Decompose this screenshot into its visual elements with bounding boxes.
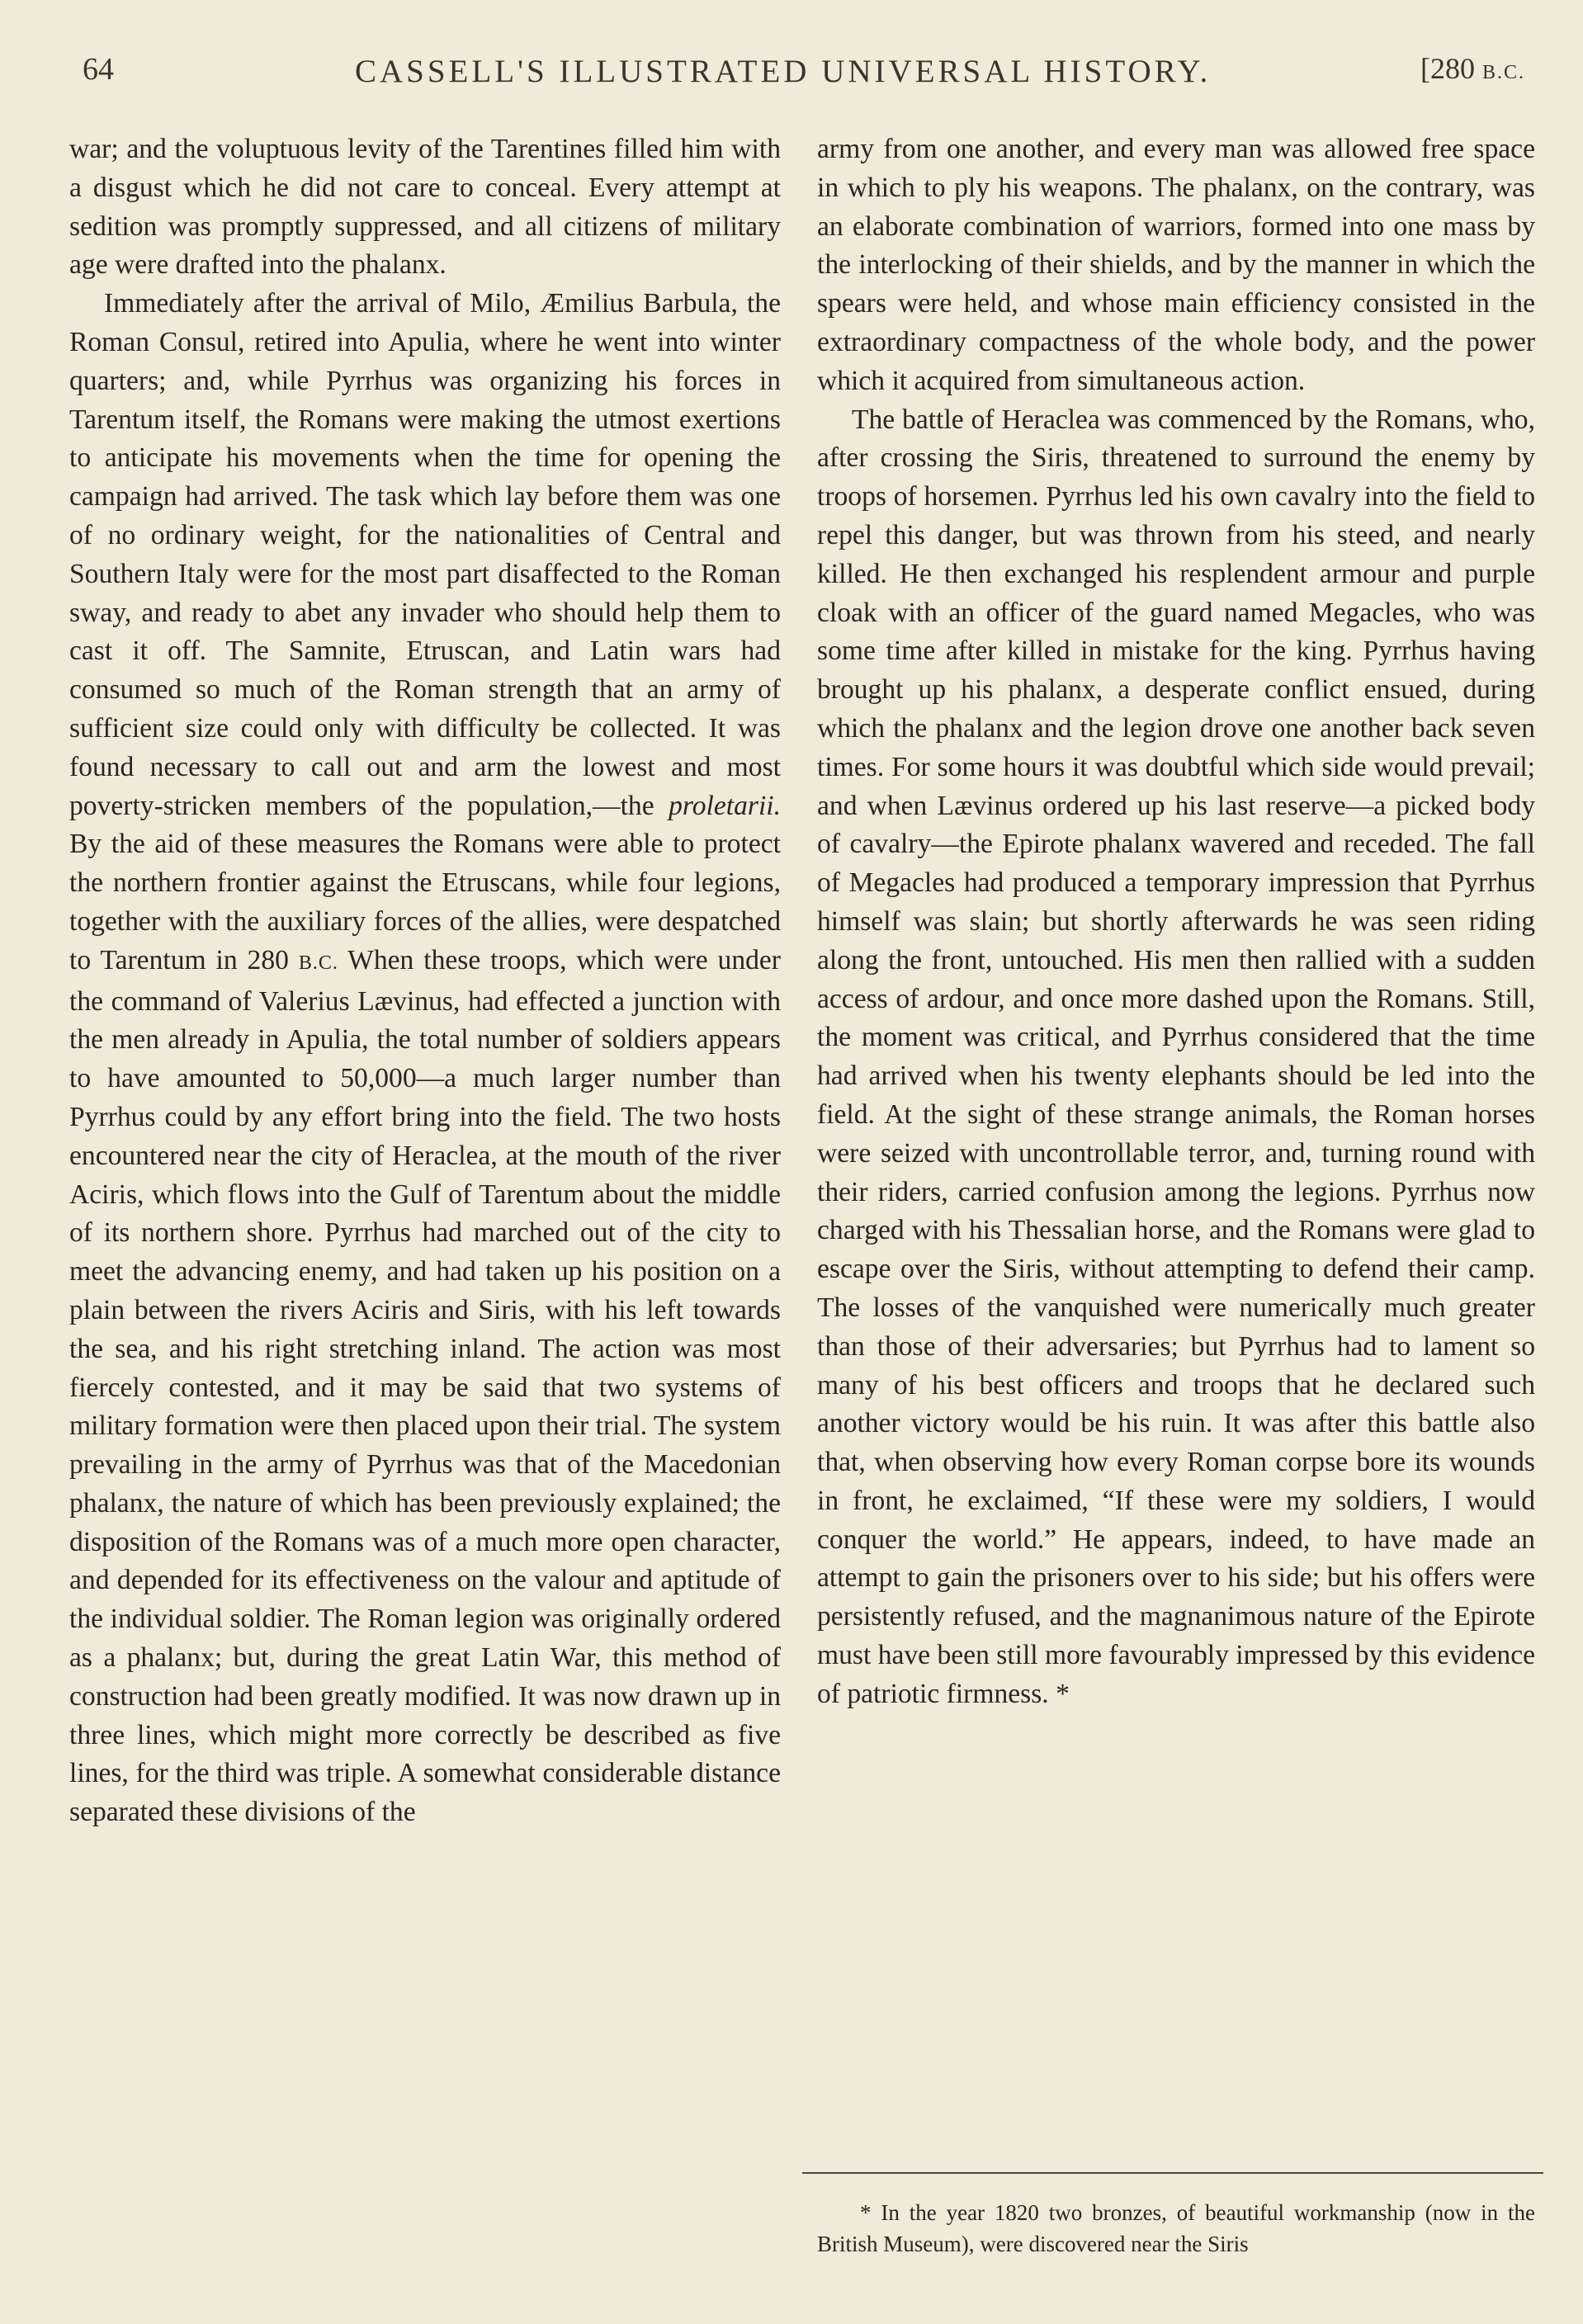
proletarii-term: proletarii.	[669, 790, 781, 821]
left-paragraph-2-text-b: By the aid of these measures the Romans were able to protect the northern frontier against the Etruscans, while four legions, together with the auxiliary forces of the allies, were despatched to Tarentum in 280	[69, 829, 781, 975]
left-column	[69, 130, 781, 1832]
left-paragraph-2-text-c: When these troops, which were under the command of Valerius Lævinus, had effected a junction with the men already in Apulia, the total number of soldiers appears to have amounted to 50,000—a much larger number than Pyrrhus could by any effort bring into the field. The two hosts encountered near the city of Heraclea, at the mouth of the river Aciris, which flows into the Gulf of Tarentum about the middle of its northern shore. Pyrrhus had marched out of the city to meet the advancing enemy, and had taken up his position on a plain between the rivers Aciris and Siris, with his left towards the sea, and his right stretching inland. The action was most fiercely contested, and it may be said that two systems of military formation were then placed upon their trial. The system prevailing in the army of Pyrrhus was that of the Macedonian phalanx, the nature of which has been previously explained; the disposition of the Romans was of a much more open character, and depended for its effectiveness on the valour and aptitude of the individual soldier. The Roman legion was originally ordered as a phalanx; but, during the great Latin War, this method of construction had been greatly modified. It was now drawn up in three lines, which might more correctly be described as five lines, for the third was triple. A somewhat considerable distance separated these divisions of the	[69, 944, 781, 1828]
left-paragraph-2-text-a: Immediately after the arrival of Milo, Æmilius Barbula, the Roman Consul, retired into Apulia, where he went into winter quarters; and, while Pyrrhus was organizing his forces in Tarentum itself, the Romans were making the utmost exertions to anticipate his movements when the time for opening the campaign had arrived. The task which lay before them was one of no ordinary weight, for the nationalities of Central and Southern Italy were for the most part disaffected to the Roman sway, and ready to abet any invader who should help them to cast it off. The Samnite, Etruscan, and Latin wars had consumed so much of the Roman strength that an army of sufficient size could only with difficulty be collected. It was found necessary to call out and arm the lowest and most poverty-stricken members of the population,—the	[69, 288, 781, 821]
date-reference-year: [280	[1420, 52, 1475, 85]
right-paragraph-2: The battle of Heraclea was commenced by the Romans, who, after crossing the Siris, threatened to surround the enemy by troops of horsemen. Pyrrhus led his own cavalry into the field to repel this danger, but was thrown from his steed, and nearly killed. He then exchanged his resplendent armour and purple cloak with an officer of the guard named Megacles, who was some time after killed in mistake for the king. Pyrrhus having brought up his phalanx, a desperate conflict ensued, during which the phalanx and the legion drove one another back seven times. For some hours it was doubtful which side would prevail; and when Lævinus ordered up his last reserve—a picked body of cavalry—the Epirote phalanx wavered and receded. The fall of Megacles had produced a temporary impression that Pyrrhus himself was slain; but shortly afterwards he was seen riding along the front, untouched. His men then rallied with a sudden access of ardour, and once more dashed upon the Romans. Still, the moment was critical, and Pyrrhus considered that the time had arrived when his twenty elephants should be led into the field. At the sight of these strange animals, the Roman horses were seized with uncontrollable terror, and, turning round with their riders, carried confusion among the legions. Pyrrhus now charged with his Thessalian horse, and the Romans were glad to escape over the Siris, without attempting to defend their camp. The losses of the vanquished were numerically much greater than those of their adversaries; but Pyrrhus had to lament so many of his best officers and troops that he declared such another victory would be his ruin. It was after this battle also that, when observing how every Roman corpse bore its wounds in front, he exclaimed, “If these were my soldiers, I would conquer the world.” He appears, indeed, to have made an attempt to gain the prisoners over to his side; but his offers were persistently refused, and the magnanimous nature of the Epirote must have been still more favourably impressed by this evidence of patriotic firmness. *	[817, 404, 1535, 1709]
column-divider	[797, 136, 799, 2265]
left-paragraph-2	[69, 285, 781, 1832]
right-column	[817, 130, 1535, 1714]
footnote-text: In the year 1820 two bronzes, of beautiful workmanship (now in the British Museum), were discovered near the Siris	[817, 2200, 1535, 2256]
footnote-divider	[802, 2172, 1543, 2174]
footnote	[817, 2197, 1535, 2260]
running-header	[83, 51, 1533, 92]
right-paragraph-1: army from one another, and every man was allowed free space in which to ply his weapons. The phalanx, on the contrary, was an elaborate combination of warriors, formed into one mass by the interlocking of their shields, and by the manner in which the spears were held, and whose main efficiency consisted in the extraordinary compactness of the whole body, and the power which it acquired from simultaneous action.	[817, 134, 1535, 396]
date-reference-era: B.C.	[1481, 62, 1525, 83]
left-paragraph-1: war; and the voluptuous levity of the Tarentines filled him with a disgust which he did not care to conceal. Every attempt at sedition was promptly suppressed, and all citizens of military age were drafted into the phalanx.	[69, 134, 781, 281]
date-reference	[1420, 51, 1525, 86]
page-number: 64	[83, 52, 114, 87]
footnote-mark: *	[860, 2200, 872, 2225]
era-abbreviation: B.C.	[298, 952, 338, 974]
running-title: CASSELL'S ILLUSTRATED UNIVERSAL HISTORY.	[355, 54, 1212, 89]
